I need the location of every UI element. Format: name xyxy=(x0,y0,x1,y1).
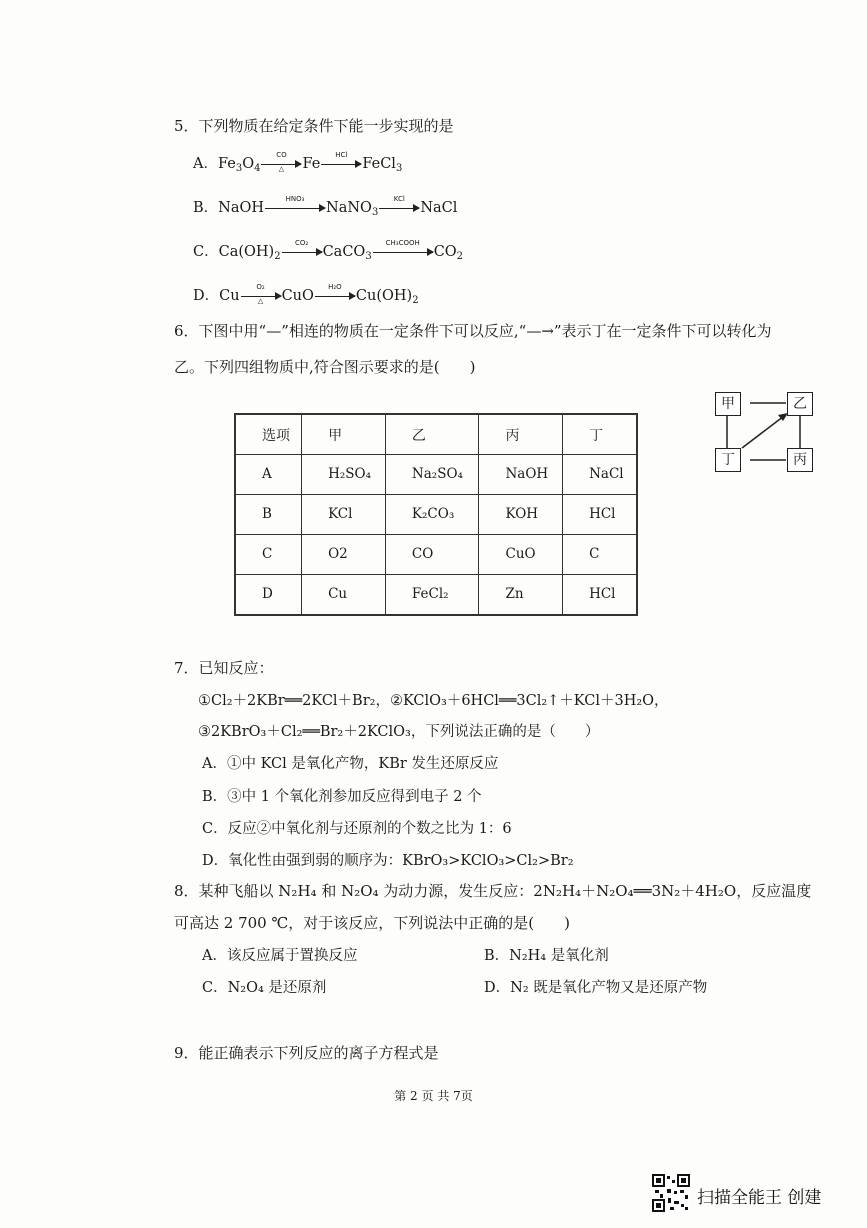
q7-stem: 7．已知反应： xyxy=(174,659,274,677)
node-yi: 乙 xyxy=(787,392,813,416)
reaction-arrow: HCl xyxy=(321,157,361,171)
q6-stem-line2: 乙。下列四组物质中,符合图示要求的是( ) xyxy=(174,358,476,376)
table-header: 选项 xyxy=(235,414,302,455)
table-cell: Cu xyxy=(302,574,386,615)
node-bing: 丙 xyxy=(787,448,813,472)
table-header: 丁 xyxy=(563,414,637,455)
table-cell: C xyxy=(563,534,637,574)
table-cell: KCl xyxy=(302,494,386,534)
q7-option-a: A．①中 KCl 是氧化产物，KBr 发生还原反应 xyxy=(202,756,499,772)
table-header: 丙 xyxy=(479,414,563,455)
reaction-arrow: CO △ xyxy=(261,157,301,171)
table-cell: KOH xyxy=(479,494,563,534)
q5-option-c: C．$Ca(OH)_2$ CO₂ CaCO$_3$ CH₃COOH $CO_2$ xyxy=(193,239,464,262)
q7-reactions-line1: ①Cl₂＋2KBr══2KCl＋Br₂，②KClO₃＋6HCl══3Cl₂↑＋KCl＋3H₂O， xyxy=(198,693,669,709)
table-cell: CO xyxy=(385,534,479,574)
q8-option-d: D．N₂ 既是氧化产物又是还原产物 xyxy=(484,980,708,996)
q7-reactions-line2: ③2KBrO₃＋Cl₂══Br₂＋2KClO₃，下列说法正确的是（ ） xyxy=(198,724,600,740)
node-ding: 丁 xyxy=(715,448,741,472)
reaction-arrow: HNO₃ xyxy=(265,201,325,215)
scanner-watermark: 扫描全能王 创建 xyxy=(697,1188,822,1208)
q7-option-b: B．③中 1 个氧化剂参加反应得到电子 2 个 xyxy=(202,789,482,805)
page-number: 第 2 页 共 7页 xyxy=(394,1089,473,1103)
q5-stem: 5．下列物质在给定条件下能一步实现的是 xyxy=(174,117,454,135)
table-row xyxy=(235,534,637,574)
table-cell: H₂SO₄ xyxy=(302,455,386,495)
q8-option-b: B．N₂H₄ 是氧化剂 xyxy=(484,948,609,964)
table-cell: K₂CO₃ xyxy=(385,494,479,534)
qr-code-icon xyxy=(652,1174,690,1212)
table-row xyxy=(235,574,637,615)
table-cell: B xyxy=(235,494,302,534)
q8-stem-line1: 8．某种飞船以 N₂H₄ 和 N₂O₄ 为动力源，发生反应：2N₂H₄＋N₂O₄══3N₂＋4H₂O，反应温度 xyxy=(174,882,812,900)
q6-stem-line1: 6．下图中用“—”相连的物质在一定条件下可以反应,“—→”表示丁在一定条件下可以转化为 xyxy=(174,322,772,340)
table-cell: O2 xyxy=(302,534,386,574)
table-cell: HCl xyxy=(563,494,637,534)
table-cell: CuO xyxy=(479,534,563,574)
table-cell: FeCl₂ xyxy=(385,574,479,615)
q9-stem: 9．能正确表示下列反应的离子方程式是 xyxy=(174,1044,439,1062)
q8-stem-line2: 可高达 2 700 ℃，对于该反应，下列说法中正确的是( ) xyxy=(174,914,570,932)
table-cell: Na₂SO₄ xyxy=(385,455,479,495)
table-cell: NaOH xyxy=(479,455,563,495)
reaction-arrow: CO₂ xyxy=(282,245,322,259)
q5-option-d: D．Cu O₂ △ CuO H₂O $Cu(OH)_2$ xyxy=(193,283,419,306)
reaction-arrow: KCl xyxy=(379,201,419,215)
q6-options-table xyxy=(234,413,638,616)
conversion-arrow xyxy=(742,416,784,448)
table-cell: HCl xyxy=(563,574,637,615)
q5-option-b: B．NaOH HNO₃ NaNO$_3$ KCl NaCl xyxy=(193,195,458,218)
table-header: 甲 xyxy=(302,414,386,455)
option-label: A． xyxy=(193,156,218,172)
q7-option-d: D．氧化性由强到弱的顺序为：KBrO₃>KClO₃>Cl₂>Br₂ xyxy=(202,853,574,869)
reaction-arrow: CH₃COOH xyxy=(373,245,433,259)
table-row xyxy=(235,494,637,534)
reaction-arrow: H₂O xyxy=(315,289,355,303)
table-cell: D xyxy=(235,574,302,615)
table-cell: C xyxy=(235,534,302,574)
table-cell: A xyxy=(235,455,302,495)
table-cell: Zn xyxy=(479,574,563,615)
table-cell: NaCl xyxy=(563,455,637,495)
table-header-row xyxy=(235,414,637,455)
reaction-arrow: O₂ △ xyxy=(241,289,281,303)
node-jia: 甲 xyxy=(715,392,741,416)
table-header: 乙 xyxy=(385,414,479,455)
q5-option-a: A．$Fe_3O_4$ CO △ Fe HCl FeCl$_3$ xyxy=(193,151,403,174)
table-row xyxy=(235,455,637,495)
q8-option-c: C．N₂O₄ 是还原剂 xyxy=(202,980,327,996)
q7-option-c: C．反应②中氧化剂与还原剂的个数之比为 1：6 xyxy=(202,821,512,837)
q8-option-a: A．该反应属于置换反应 xyxy=(202,948,358,964)
